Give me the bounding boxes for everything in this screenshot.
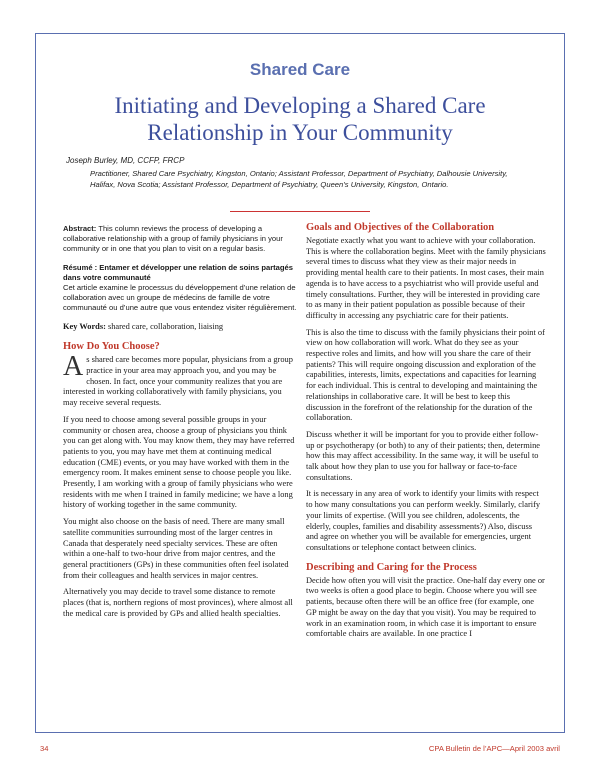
keywords-label: Key Words: [63,321,106,331]
author-affiliation: Practitioner, Shared Care Psychiatry, Kingston, Ontario; Assistant Professor, Department of Psychiatry, Dalhousie University, Halifax, Nova Scotia; Assistant Professor, Department of Psychiatry, Queen’s University, Kingston, Ontario. [90,169,508,189]
section-label: Shared Care [249,60,351,79]
journal-footer: CPA Bulletin de l’APC—April 2003 avril [428,744,560,753]
heading-describing-process: Describing and Caring for the Process [306,561,477,573]
author-name: Joseph Burley, MD, CCFP, FRCP [66,156,185,165]
paragraph: It is necessary in any area of work to identify your limits with respect to how many consultations you can perform weekly. Similarly, clarify your limits of expertise. (Will you see children, adolescents, the elderly, couples, families and disability assessments?) Also, discuss and agree on whether you will be available for emergencies, urgent consultations or telephone contact between clinics. [306,489,541,552]
paragraph: Decide how often you will visit the practice. One-half day every one or two weeks is often a good place to begin. Choose where you will see patients, because often there will be an office free (for example, one GP might be away on the day that you visit). You may be required to work in an examination room, in which case it is important to ensure comfortable chairs are available. In one practice I [306,575,545,639]
heading-goals-objectives: Goals and Objectives of the Collaboration [306,222,495,233]
paragraph: This is also the time to discuss with the family physicians their point of view on how collaboration will work. What do they see as your respective roles and limits, and how will you share the care of their patients? This will require ongoing discussion and exploration of the capabilities, interests, limits, expectations and capacities for learning for each individual. This is central to developing and maintaining the relationships in collaborative care. It will be best to keep this discussion in the forefront of the relationship for the duration of the collaboration. [306,327,545,423]
title-line-2: Relationship in Your Community [147,120,453,145]
paragraph: You might also choose on the basis of need. There are many small satellite communities surrounding most of the larger centres in Canada that desperately need specialty services. These are often within a one-half to two-hour drive from major centres, and the general practitioners (GPs) in these communities often feel isolated from their colleagues and health services in major centres. [63,517,289,580]
paragraph: Negotiate exactly what you want to achieve with your collaboration. This is where the collaboration begins. Meet with the family physicians several times to discuss what they view as their major needs in providing mental health care to their patients. In most cases, their main agenda is to have access to a psychiatrist who will provide useful and timely consultations. Further, they will be interested in providing care to as many in their patient population as possible because of their difficulty in accessing any psychiatric care for their patients. [306,236,546,320]
paragraph: Discuss whether it will be important for you to provide either follow-up or psychotherapy (or both) to any of their patients; then, determine how this may affect accessibility. In the same way, it will be useful to talk about how they plan to use you for hallway or face-to-face consultations. [306,429,540,482]
keywords-text: shared care, collaboration, liaising [105,321,224,331]
paragraph: Alternatively you may decide to travel some distance to remote places (that is, northern regions of most provinces), where almost all the medical care is provided by GPs and allied health specialties. [63,587,293,618]
abstract-text: This column reviews the process of developing a collaborative relationship with a group of family physicians in your community or in one that you plan to visit on a regular basis. [63,224,283,254]
heading-how-do-you-choose: How Do You Choose? [63,341,160,353]
paragraph-text: s shared care becomes more popular, physicians from a group practice in your area may approach you, and you may be chosen. In fact, once your community realizes that you are interested in working collaboratively with family physicians, you may receive several requests. [63,355,293,408]
article-title [40,92,560,146]
left-column [63,224,298,626]
divider-rule [230,211,370,212]
abstract-label: Abstract: [63,224,97,233]
resume-text: Cet article examine le processus du développement d’une relation de collaboration avec un groupe de médecins de famille de votre communauté ou d’une autre que vous entendez visiter régulièrement. [63,283,297,313]
page-number: 34 [40,744,49,753]
right-column [306,222,546,646]
drop-cap: A [63,351,84,383]
paragraph: If you need to choose among several possible groups in your community or chosen area, choose a group of physicians you think you can get along with. You may know them, they may have referred patients to you, you may have met them at continuing medical education (CME) events, or you may have worked with them in the emergency room. It makes eminent sense to choose people you like. Presently, I am working with a group of family physicians who were residents with me when I trained in family medicine; we have a long history of working together in the same community. [63,414,295,510]
keywords [63,322,298,333]
abstract [63,224,298,255]
paragraph [63,351,298,409]
resume-heading: Résumé : Entamer et développer une relation de soins partagés dans votre communauté [63,262,293,282]
title-line-1: Initiating and Developing a Shared Care [114,93,486,118]
